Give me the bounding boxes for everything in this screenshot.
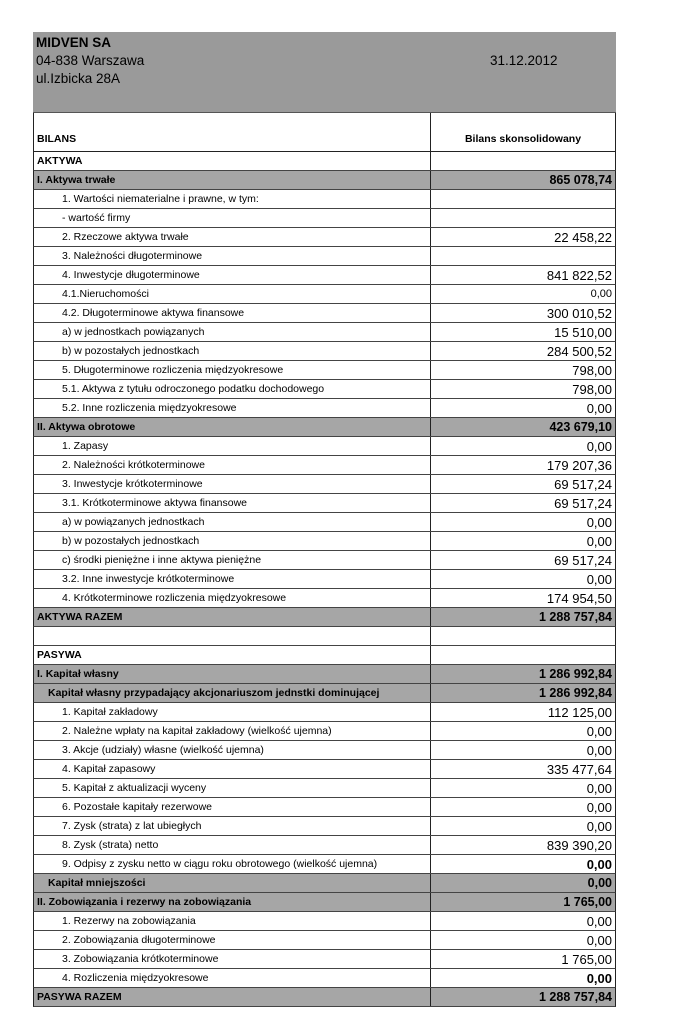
row-label: b) w pozostałych jednostkach [34, 342, 431, 360]
row-label: 5.1. Aktywa z tytułu odroczonego podatku dochodowego [34, 380, 431, 398]
row-label: Kapitał mniejszości [34, 874, 431, 892]
row-label: 3.1. Krótkoterminowe aktywa finansowe [34, 494, 431, 512]
company-city: 04-838 Warszawa [36, 53, 145, 68]
table-row [33, 304, 616, 323]
row-label: 4. Krótkoterminowe rozliczenia międzyokresowe [34, 589, 431, 607]
table-row [33, 703, 616, 722]
row-label: 5. Długoterminowe rozliczenia międzyokresowe [34, 361, 431, 379]
row-value: 423 679,10 [549, 420, 612, 434]
table-row [33, 380, 616, 399]
table-row [33, 456, 616, 475]
row-value: 22 458,22 [554, 230, 612, 245]
row-value: 865 078,74 [549, 173, 612, 187]
table-row [33, 912, 616, 931]
table-row [33, 152, 616, 171]
row-label: PASYWA [34, 646, 431, 664]
row-label: 1. Rezerwy na zobowiązania [34, 912, 431, 930]
row-label: b) w pozostałych jednostkach [34, 532, 431, 550]
column-header-label: BILANS [34, 113, 431, 151]
row-value: 174 954,50 [546, 591, 612, 606]
table-row [33, 798, 616, 817]
row-label: II. Aktywa obrotowe [34, 418, 431, 436]
row-label: 3. Zobowiązania krótkoterminowe [34, 950, 431, 968]
row-label: - wartość firmy [34, 209, 431, 227]
table-row [33, 323, 616, 342]
table-row [33, 475, 616, 494]
table-row [33, 931, 616, 950]
table-row [33, 855, 616, 874]
row-label: 5. Kapitał z aktualizacji wyceny [34, 779, 431, 797]
row-value: 839 390,20 [546, 838, 612, 853]
row-label: PASYWA RAZEM [34, 988, 431, 1006]
row-label [34, 627, 431, 645]
row-label: 2. Rzeczowe aktywa trwałe [34, 228, 431, 246]
row-value: 15 510,00 [554, 325, 612, 340]
table-row [33, 589, 616, 608]
row-value: 1 286 992,84 [539, 667, 612, 681]
row-label: II. Zobowiązania i rezerwy na zobowiązania [34, 893, 431, 911]
company-street: ul.Izbicka 28A [36, 71, 121, 86]
row-value: 69 517,24 [554, 477, 612, 492]
row-value: 1 288 757,84 [539, 990, 612, 1004]
row-value: 1 765,00 [561, 952, 612, 967]
row-value: 0,00 [586, 401, 612, 416]
row-value: 841 822,52 [546, 268, 612, 283]
table-row [33, 190, 616, 209]
report-date: 31.12.2012 [490, 53, 558, 68]
table-row [33, 817, 616, 836]
row-label: 5.2. Inne rozliczenia międzyokresowe [34, 399, 431, 417]
row-value [431, 209, 615, 227]
row-value: 284 500,52 [546, 344, 612, 359]
row-value: 0,00 [586, 933, 612, 948]
table-row [33, 513, 616, 532]
row-label: 3. Należności długoterminowe [34, 247, 431, 265]
row-value: 0,00 [586, 743, 612, 758]
row-label: 9. Odpisy z zysku netto w ciągu roku obrotowego (wielkość ujemna) [34, 855, 431, 873]
row-value [431, 190, 615, 208]
row-value: 69 517,24 [554, 496, 612, 511]
table-row [33, 342, 616, 361]
row-label: 2. Zobowiązania długoterminowe [34, 931, 431, 949]
table-row [33, 570, 616, 589]
row-value [431, 646, 615, 664]
table-row [33, 228, 616, 247]
row-value: 798,00 [572, 363, 612, 378]
row-label: 1. Wartości niematerialne i prawne, w tym: [34, 190, 431, 208]
row-label: 8. Zysk (strata) netto [34, 836, 431, 854]
row-value: 0,00 [587, 876, 612, 890]
row-label: 4. Kapitał zapasowy [34, 760, 431, 778]
row-label: 4. Rozliczenia międzyokresowe [34, 969, 431, 987]
table-row [33, 665, 616, 684]
row-value [431, 152, 615, 170]
column-header [33, 113, 616, 152]
row-value: 0,00 [586, 819, 612, 834]
row-value: 179 207,36 [546, 458, 612, 473]
table-row [33, 209, 616, 228]
table-row [33, 722, 616, 741]
row-value: 0,00 [586, 515, 612, 530]
row-label: I. Kapitał własny [34, 665, 431, 683]
table-row [33, 608, 616, 627]
table-row [33, 285, 616, 304]
company-name: MIDVEN SA [36, 35, 112, 50]
row-value: 0,00 [586, 914, 612, 929]
row-value: 798,00 [572, 382, 612, 397]
row-value: 1 765,00 [563, 895, 612, 909]
balance-sheet [33, 32, 616, 1007]
table-row [33, 950, 616, 969]
table-row [33, 627, 616, 646]
row-value [431, 627, 615, 645]
row-label: AKTYWA RAZEM [34, 608, 431, 626]
table-row [33, 779, 616, 798]
row-label: 2. Należności krótkoterminowe [34, 456, 431, 474]
row-label: 4.2. Długoterminowe aktywa finansowe [34, 304, 431, 322]
row-value: 0,00 [586, 534, 612, 549]
row-label: 3. Akcje (udziały) własne (wielkość ujemna) [34, 741, 431, 759]
row-value: 69 517,24 [554, 553, 612, 568]
row-value: 0,00 [586, 724, 612, 739]
table-row [33, 361, 616, 380]
row-label: 7. Zysk (strata) z lat ubiegłych [34, 817, 431, 835]
row-label: 4. Inwestycje długoterminowe [34, 266, 431, 284]
table-row [33, 532, 616, 551]
row-label: 1. Kapitał zakładowy [34, 703, 431, 721]
row-value: 112 125,00 [547, 705, 612, 720]
company-header [33, 32, 616, 113]
row-label: 4.1.Nieruchomości [34, 285, 431, 303]
table-row [33, 969, 616, 988]
row-label: Kapitał własny przypadający akcjonariuszom jednstki dominującej [34, 684, 431, 702]
table-row [33, 551, 616, 570]
row-value: 0,00 [586, 572, 612, 587]
table-row [33, 741, 616, 760]
row-value: 0,00 [586, 857, 612, 872]
row-value: 0,00 [586, 781, 612, 796]
row-value: 335 477,64 [546, 762, 612, 777]
row-label: a) w powiązanych jednostkach [34, 513, 431, 531]
column-header-value: Bilans skonsolidowany [464, 133, 582, 145]
table-row [33, 266, 616, 285]
table-row [33, 494, 616, 513]
table-row [33, 893, 616, 912]
table-row [33, 760, 616, 779]
row-value: 300 010,52 [546, 306, 612, 321]
row-label: 3. Inwestycje krótkoterminowe [34, 475, 431, 493]
table-row [33, 684, 616, 703]
row-label: 1. Zapasy [34, 437, 431, 455]
table-row [33, 646, 616, 665]
row-value: 1 288 757,84 [539, 610, 612, 624]
table-row [33, 874, 616, 893]
row-value: 1 286 992,84 [539, 686, 612, 700]
row-label: I. Aktywa trwałe [34, 171, 431, 189]
row-value: 0,00 [586, 971, 612, 986]
table-row [33, 437, 616, 456]
table-row [33, 247, 616, 266]
row-label: a) w jednostkach powiązanych [34, 323, 431, 341]
row-value [431, 247, 615, 265]
row-label: 2. Należne wpłaty na kapitał zakładowy (wielkość ujemna) [34, 722, 431, 740]
row-label: c) środki pieniężne i inne aktywa pieniężne [34, 551, 431, 569]
row-label: 6. Pozostałe kapitały rezerwowe [34, 798, 431, 816]
table-row [33, 418, 616, 437]
row-label: AKTYWA [34, 152, 431, 170]
row-value: 0,00 [586, 800, 612, 815]
row-value: 0,00 [590, 288, 612, 300]
table-row [33, 988, 616, 1007]
table-row [33, 171, 616, 190]
row-label: 3.2. Inne inwestycje krótkoterminowe [34, 570, 431, 588]
table-row [33, 836, 616, 855]
table-row [33, 399, 616, 418]
row-value: 0,00 [586, 439, 612, 454]
